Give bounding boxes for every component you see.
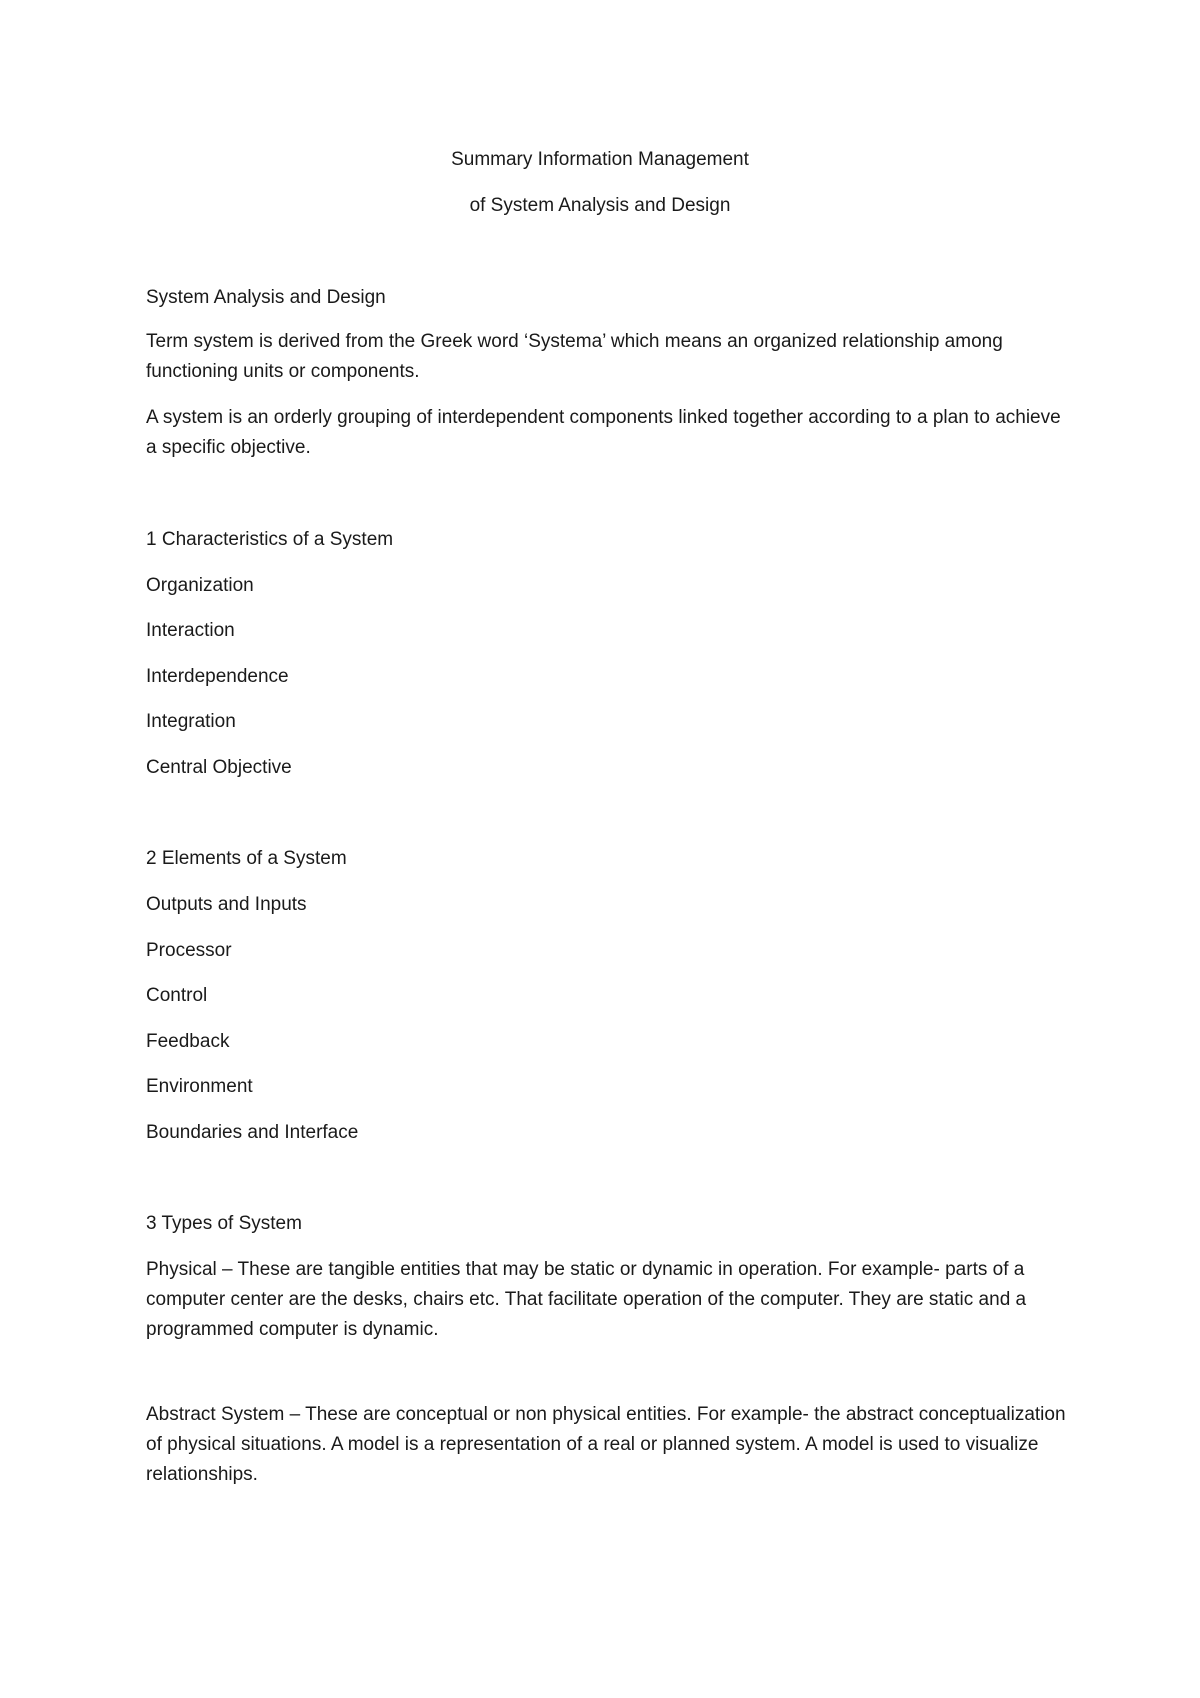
- characteristics-item: Central Objective: [146, 757, 292, 778]
- document-title-line-1: Summary Information Management: [451, 149, 749, 170]
- elements-heading: 2 Elements of a System: [146, 848, 347, 869]
- characteristics-item: Interaction: [146, 620, 235, 641]
- types-abstract-paragraph: Abstract System – These are conceptual or non physical entities. For example- the abstract conceptualization of physical situations. A model is a representation of a real or planned system. A model is used to visualize relationships.: [146, 1404, 1066, 1485]
- characteristics-item: Organization: [146, 575, 254, 596]
- types-heading: 3 Types of System: [146, 1213, 302, 1234]
- characteristics-item: Interdependence: [146, 666, 289, 687]
- elements-item: Processor: [146, 940, 232, 961]
- intro-paragraph-2: A system is an orderly grouping of interdependent components linked together according to a plan to achieve a specific objective.: [146, 407, 1061, 458]
- characteristics-item: Integration: [146, 711, 236, 732]
- characteristics-heading: 1 Characteristics of a System: [146, 529, 394, 550]
- intro-heading: System Analysis and Design: [146, 287, 386, 308]
- elements-item: Control: [146, 985, 208, 1006]
- elements-item: Feedback: [146, 1031, 230, 1052]
- document-title-line-2: of System Analysis and Design: [469, 195, 731, 216]
- elements-item: Outputs and Inputs: [146, 894, 307, 915]
- types-physical-paragraph: Physical – These are tangible entities that may be static or dynamic in operation. For example- parts of a computer center are the desks, chairs etc. That facilitate operation of the computer. They are static and a programmed computer is dynamic.: [146, 1259, 1027, 1340]
- elements-item: Environment: [146, 1076, 253, 1097]
- intro-paragraph-1: Term system is derived from the Greek word ‘Systema’ which means an organized relationship among functioning units or components.: [146, 331, 1003, 382]
- elements-item: Boundaries and Interface: [146, 1122, 359, 1143]
